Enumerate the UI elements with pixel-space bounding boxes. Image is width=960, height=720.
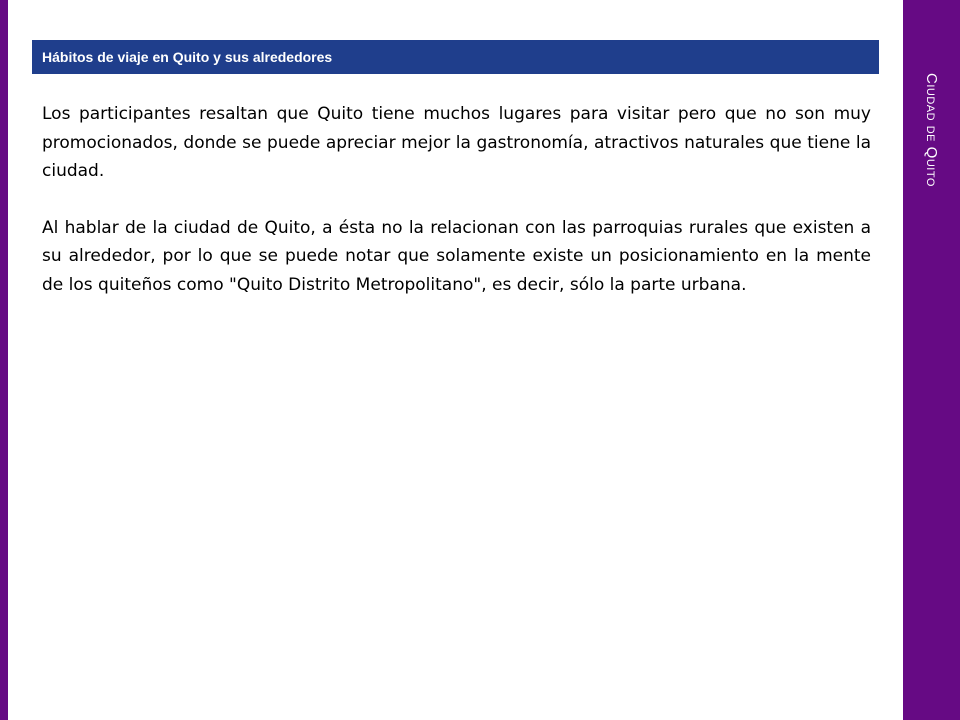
left-accent-bar [0, 0, 8, 720]
section-header-title: Hábitos de viaje en Quito y sus alrededores [42, 49, 333, 65]
side-title-text: Ciudad de Quito [923, 73, 940, 187]
paragraph-1: Los participantes resaltan que Quito tiene muchos lugares para visitar pero que no son muy promocionados, donde se puede apreciar mejor la gastronomía, atractivos naturales que tiene la ciudad. [42, 104, 871, 181]
paragraph-2: Al hablar de la ciudad de Quito, a ésta no la relacionan con las parroquias rurales que existen a su alrededor, por lo que se puede notar que solamente existe un posicionamiento en la mente de los quiteños como "Quito Distrito Metropolitano", es decir, sólo la parte urbana. [42, 217, 871, 295]
section-header [32, 40, 879, 74]
side-title [903, 0, 960, 260]
body-text [42, 100, 871, 327]
